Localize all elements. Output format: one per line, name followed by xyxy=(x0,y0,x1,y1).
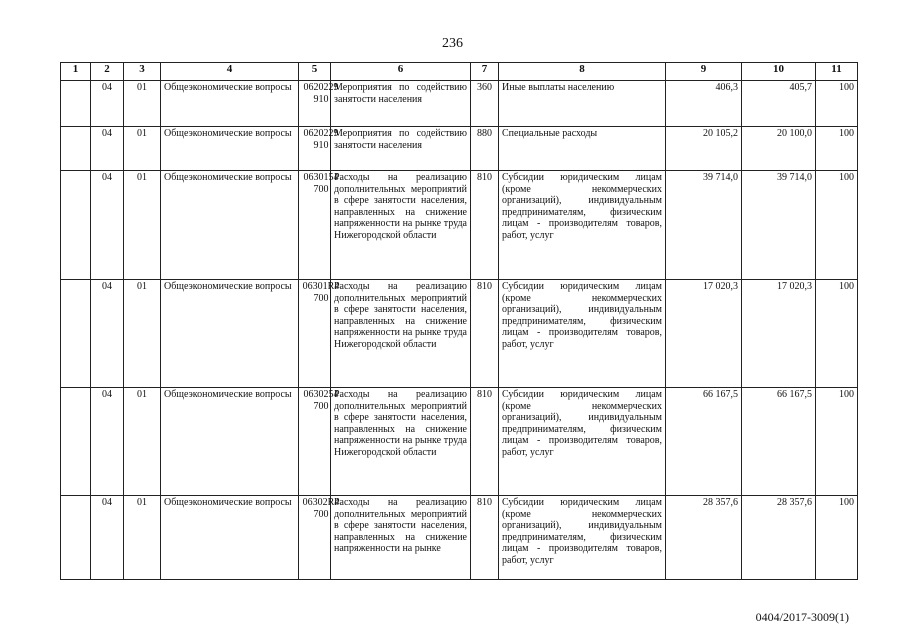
cell-section-name: Общеэкономические вопросы xyxy=(161,81,299,127)
cell-section: 04 xyxy=(91,81,124,127)
cell-section: 04 xyxy=(91,388,124,496)
cell-target-name: Расходы на реализацию дополнительных мероприятий в сфере занятости населения, направленных на снижение напряженности на рынке труда Нижегородской области xyxy=(331,280,471,388)
table-row xyxy=(61,496,858,580)
cell-col1 xyxy=(61,171,91,280)
cell-percent: 100 xyxy=(816,388,858,496)
column-header: 3 xyxy=(124,63,161,81)
cell-subsection: 01 xyxy=(124,81,161,127)
cell-expense-type: 880 xyxy=(471,127,499,171)
cell-section-name: Общеэкономические вопросы xyxy=(161,171,299,280)
cell-target-name: Мероприятия по содействию занятости населения xyxy=(331,81,471,127)
cell-actual: 28 357,6 xyxy=(742,496,816,580)
cell-target-name: Расходы на реализацию дополнительных мероприятий в сфере занятости населения, направленных на снижение напряженности на рынке труда Нижегородской области xyxy=(331,388,471,496)
cell-section: 04 xyxy=(91,127,124,171)
cell-actual: 20 100,0 xyxy=(742,127,816,171)
cell-expense-type: 810 xyxy=(471,171,499,280)
cell-col1 xyxy=(61,496,91,580)
target-code: 0620229910 xyxy=(303,128,339,151)
cell-section: 04 xyxy=(91,496,124,580)
cell-percent: 100 xyxy=(816,496,858,580)
cell-expense-name: Субсидии юридическим лицам (кроме некоммерческих организаций), индивидуальным предпринимателям, физическим лицам - производителям товаров, работ, услуг xyxy=(499,280,666,388)
cell-target-code xyxy=(299,496,340,580)
column-header: 2 xyxy=(91,63,124,81)
cell-section-name: Общеэкономические вопросы xyxy=(161,127,299,171)
cell-expense-type: 810 xyxy=(471,388,499,496)
target-code: 0630254700 xyxy=(303,389,339,412)
cell-target-code xyxy=(299,171,339,280)
cell-actual: 39 714,0 xyxy=(742,171,816,280)
cell-expense-name: Субсидии юридическим лицам (кроме некоммерческих организаций), индивидуальным предпринимателям, физическим лицам - производителям товаров, работ, услуг xyxy=(499,496,666,580)
cell-section: 04 xyxy=(91,171,124,280)
cell-subsection: 01 xyxy=(124,280,161,388)
cell-planned: 39 714,0 xyxy=(666,171,742,280)
target-code: 06302R4700 xyxy=(302,497,340,520)
table-row xyxy=(61,81,858,127)
cell-percent: 100 xyxy=(816,171,858,280)
document-code: 0404/2017-3009(1) xyxy=(755,610,849,624)
cell-target-code xyxy=(299,280,340,388)
cell-expense-type: 360 xyxy=(471,81,499,127)
page-number: 236 xyxy=(442,36,463,51)
table-row xyxy=(61,280,858,388)
cell-expense-type: 810 xyxy=(471,496,499,580)
cell-subsection: 01 xyxy=(124,496,161,580)
cell-planned: 66 167,5 xyxy=(666,388,742,496)
cell-expense-name: Иные выплаты населению xyxy=(499,81,666,127)
cell-target-name: Расходы на реализацию дополнительных мероприятий в сфере занятости населения, направленных на снижение напряженности на рынке xyxy=(331,496,471,580)
cell-target-name: Расходы на реализацию дополнительных мероприятий в сфере занятости населения, направленных на снижение напряженности на рынке труда Нижегородской области xyxy=(331,171,471,280)
target-code: 0620229910 xyxy=(303,82,339,105)
cell-actual: 17 020,3 xyxy=(742,280,816,388)
cell-target-code xyxy=(299,127,339,171)
cell-target-code xyxy=(299,388,339,496)
cell-col1 xyxy=(61,127,91,171)
cell-col1 xyxy=(61,388,91,496)
header-row xyxy=(61,63,858,81)
column-header: 6 xyxy=(331,63,471,81)
cell-planned: 17 020,3 xyxy=(666,280,742,388)
cell-section: 04 xyxy=(91,280,124,388)
cell-subsection: 01 xyxy=(124,388,161,496)
cell-percent: 100 xyxy=(816,280,858,388)
table-row xyxy=(61,127,858,171)
column-header: 10 xyxy=(742,63,816,81)
column-header: 7 xyxy=(471,63,499,81)
cell-target-name: Мероприятия по содействию занятости населения xyxy=(331,127,471,171)
column-header: 8 xyxy=(499,63,666,81)
column-header: 11 xyxy=(816,63,858,81)
cell-expense-name: Специальные расходы xyxy=(499,127,666,171)
cell-subsection: 01 xyxy=(124,171,161,280)
target-code: 06301R4700 xyxy=(302,281,340,304)
cell-percent: 100 xyxy=(816,81,858,127)
cell-actual: 66 167,5 xyxy=(742,388,816,496)
cell-section-name: Общеэкономические вопросы xyxy=(161,280,299,388)
cell-col1 xyxy=(61,81,91,127)
target-code: 0630154700 xyxy=(303,172,339,195)
table-row xyxy=(61,171,858,280)
cell-col1 xyxy=(61,280,91,388)
cell-expense-name: Субсидии юридическим лицам (кроме некоммерческих организаций), индивидуальным предпринимателям, физическим лицам - производителям товаров, работ, услуг xyxy=(499,388,666,496)
column-header: 9 xyxy=(666,63,742,81)
cell-subsection: 01 xyxy=(124,127,161,171)
column-header: 5 xyxy=(299,63,331,81)
column-header: 4 xyxy=(161,63,299,81)
cell-expense-type: 810 xyxy=(471,280,499,388)
cell-planned: 406,3 xyxy=(666,81,742,127)
cell-section-name: Общеэкономические вопросы xyxy=(161,496,299,580)
table-row xyxy=(61,388,858,496)
cell-section-name: Общеэкономические вопросы xyxy=(161,388,299,496)
cell-target-code xyxy=(299,81,339,127)
cell-expense-name: Субсидии юридическим лицам (кроме некоммерческих организаций), индивидуальным предпринимателям, физическим лицам - производителям товаров, работ, услуг xyxy=(499,171,666,280)
budget-table xyxy=(60,62,858,580)
cell-planned: 20 105,2 xyxy=(666,127,742,171)
column-header: 1 xyxy=(61,63,91,81)
cell-actual: 405,7 xyxy=(742,81,816,127)
cell-planned: 28 357,6 xyxy=(666,496,742,580)
cell-percent: 100 xyxy=(816,127,858,171)
